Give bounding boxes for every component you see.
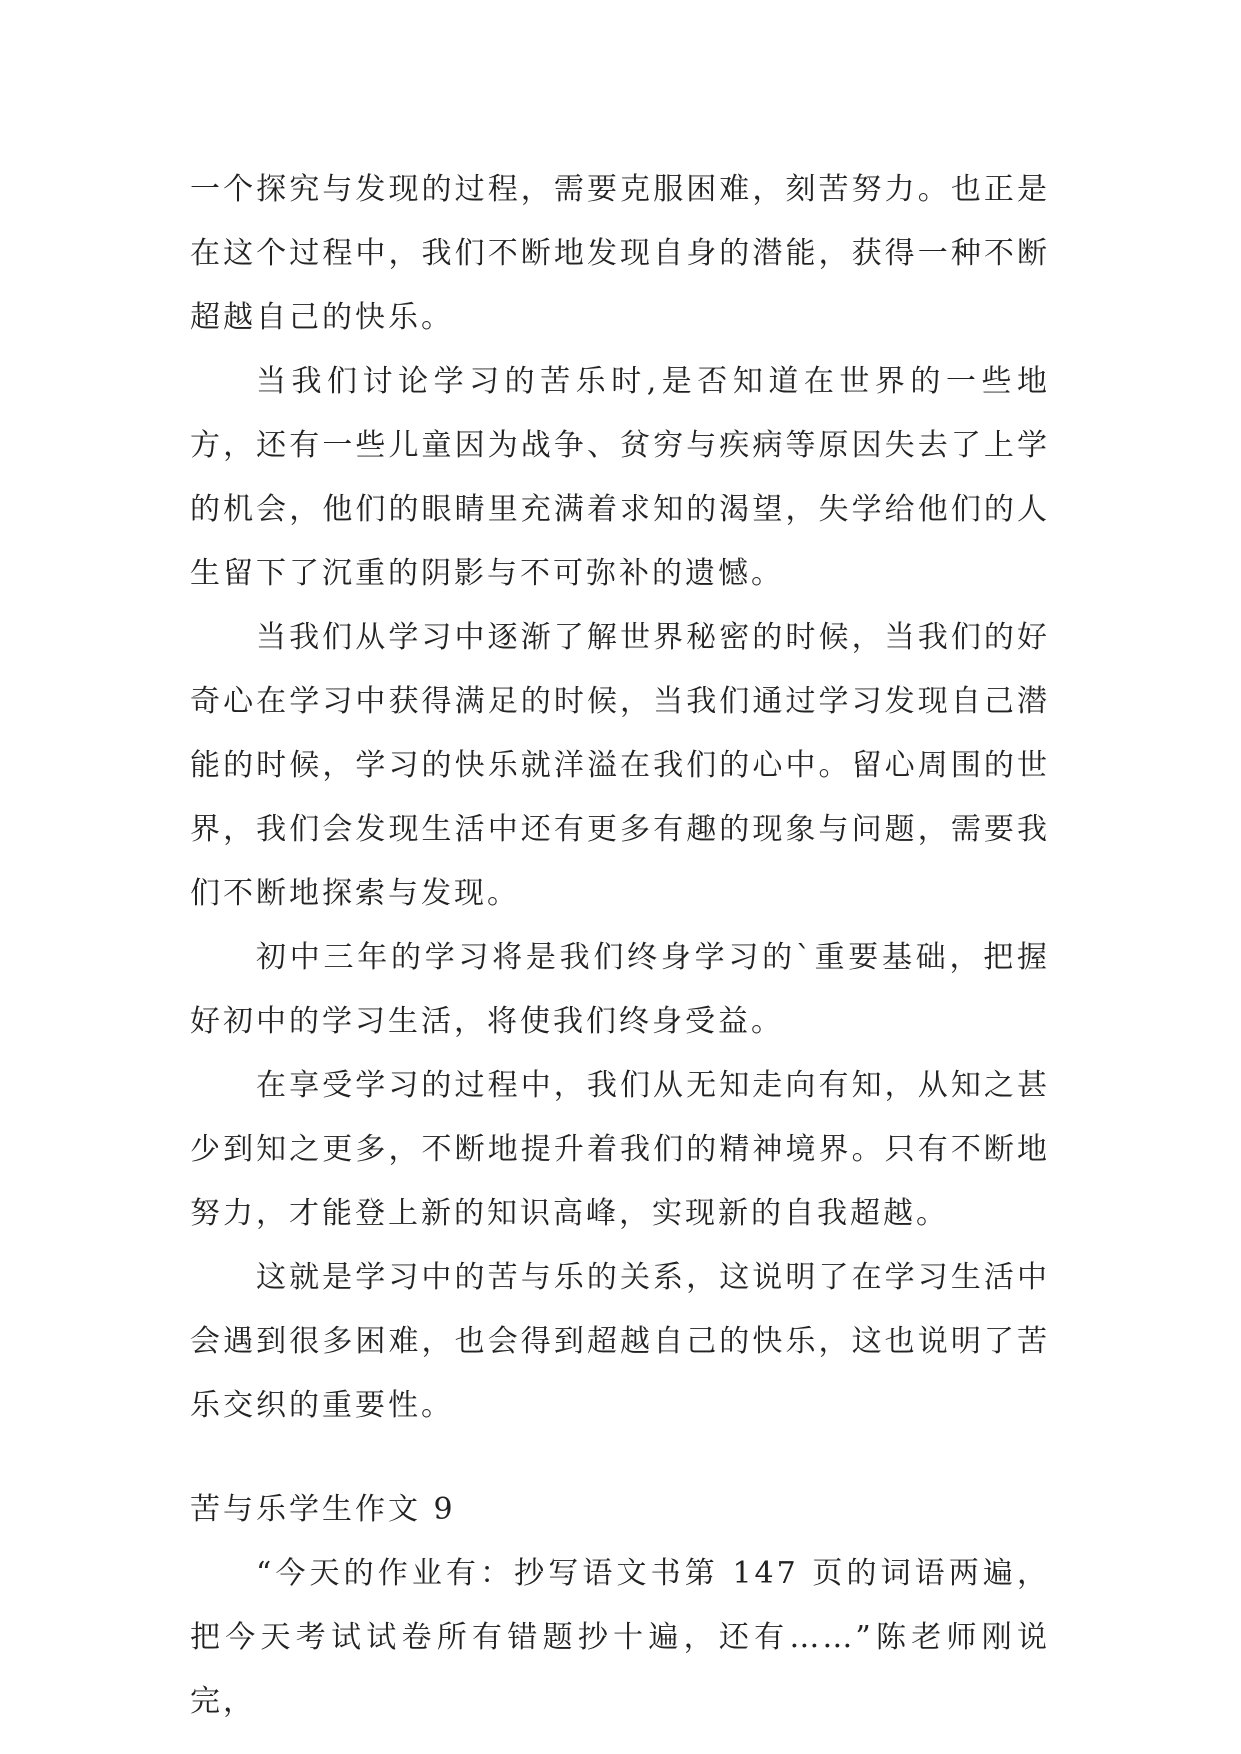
paragraph-1: 一个探究与发现的过程，需要克服困难，刻苦努力。也正是在这个过程中，我们不断地发现自身的潜能，获得一种不断超越自己的快乐。: [190, 172, 1050, 335]
paragraph-4: 初中三年的学习将是我们终身学习的`重要基础，把握好初中的学习生活，将使我们终身受益。: [190, 940, 1050, 1039]
paragraph-3: 当我们从学习中逐渐了解世界秘密的时候，当我们的好奇心在学习中获得满足的时候，当我们通过学习发现自己潜能的时候，学习的快乐就洋溢在我们的心中。留心周围的世界，我们会发现生活中还有更多有趣的现象与问题，需要我们不断地探索与发现。: [190, 620, 1050, 911]
section-title: 苦与乐学生作文 9: [190, 1492, 456, 1527]
section-paragraph-1: “今天的作业有：抄写语文书第 147 页的词语两遍，把今天考试试卷所有错题抄十遍，还有……”陈老师刚说完，: [190, 1556, 1050, 1719]
paragraph-6: 这就是学习中的苦与乐的关系，这说明了在学习生活中会遇到很多困难，也会得到超越自己的快乐，这也说明了苦乐交织的重要性。: [190, 1260, 1050, 1423]
paragraph-2: 当我们讨论学习的苦乐时,是否知道在世界的一些地方，还有一些儿童因为战争、贫穷与疾病等原因失去了上学的机会，他们的眼睛里充满着求知的渴望，失学给他们的人生留下了沉重的阴影与不可弥补的遗憾。: [190, 364, 1050, 591]
paragraph-5: 在享受学习的过程中，我们从无知走向有知，从知之甚少到知之更多，不断地提升着我们的精神境界。只有不断地努力，才能登上新的知识高峰，实现新的自我超越。: [190, 1068, 1050, 1231]
document-body: [190, 158, 1050, 1734]
